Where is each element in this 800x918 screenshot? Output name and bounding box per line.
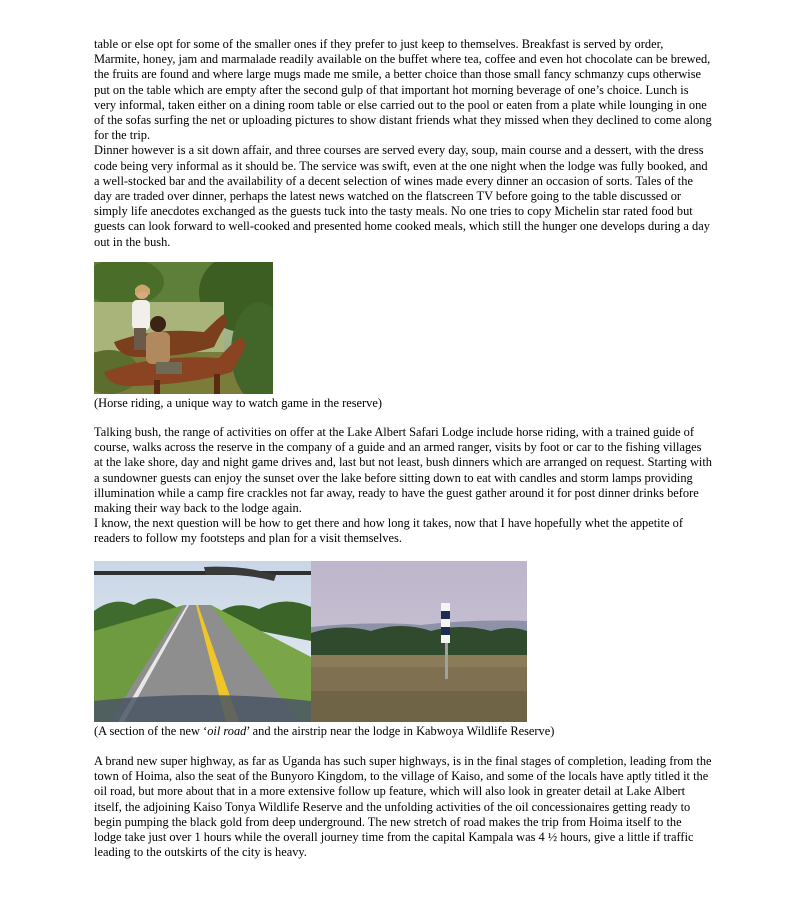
oil-road-photo: [94, 561, 311, 722]
paragraph-activities: Talking bush, the range of activities on offer at the Lake Albert Safari Lodge include horse riding, with a trained guide of course, walks across the reserve in the company of a guide and an armed ranger, visits by foot or car to the fishing villages at the lake shore, day and night game drives and, last but not least, bush dinners which are arranged on request. Starting with a sundowner guests can enjoy the sunset over the lake before sitting down to eat with candles and storm lamps providing illumination while a camp fire crackles not far away, ready to have the guest gather around it for post dinner drinks before making their way back to the lodge again.: [94, 425, 712, 516]
caption-oil-road-emphasis: oil road: [207, 724, 247, 738]
paragraph-oil-road: A brand new super highway, as far as Uganda has such super highways, is in the final stages of completion, leading from the town of Hoima, also the seat of the Bunyoro Kingdom, to the village of Kaiso, and some of the locals have aptly titled it the oil road, but more about that in a more extensive follow up feature, which will also look in greater detail at Lake Albert itself, the adjoining Kaiso Tonya Wildlife Reserve and the unfolding activities of the oil concessionaires getting ready to begin pumping the black gold from deep underground. The new stretch of road makes the trip from Hoima itself to the lodge take just over 1 hours while the overall journey time from the capital Kampala was 4 ½ hours, give a little if traffic leading to the outskirts of the city is heavy.: [94, 754, 712, 860]
caption-part-post: ’ and the airstrip near the lodge in Kabwoya Wildlife Reserve): [246, 724, 555, 738]
road-airstrip-caption: [94, 724, 734, 739]
horse-riding-caption: (Horse riding, a unique way to watch game in the reserve): [94, 396, 382, 410]
horse-riding-photo: [94, 262, 273, 394]
body-text-top: [94, 37, 712, 250]
paragraph-breakfast-lunch: table or else opt for some of the smaller ones if they prefer to just keep to themselves. Breakfast is served by order, Marmite, honey, jam and marmalade readily available on the buffet where tea, coffee and even hot chocolate can be brewed, the fruits are found and where large mugs made me smile, a better choice than those small fancy schmanzy cups otherwise put on the table which are empty after the second gulp of that important hot morning beverage of one’s choice. Lunch is very informal, taken either on a dining room table or else carried out to the pool or eaten from a plate while lounging in one of the sofas surfing the net or uploading pictures to show distant friends what they missed when they declined to come along for the trip.: [94, 37, 712, 143]
body-text-middle: [94, 425, 712, 547]
body-text-bottom: [94, 754, 712, 860]
airstrip-photo: [311, 561, 527, 722]
paragraph-dinner: Dinner however is a sit down affair, and three courses are served every day, soup, main course and a dessert, with the dress code being very informal as it should be. The service was swift, even at the one night when the lodge was fully booked, and a well-stocked bar and the availability of a decent selection of wines made every dinner an occasion of sorts. Tales of the day are traded over dinner, perhaps the latest news watched on the flatscreen TV before going to the table discussed or simply life anecdotes exchanged as the guests tuck into the tasty meals. No one tries to copy Michelin star rated food but guests can look forward to well-cooked and presented home cooked meals, which still the hunger one develops during a day out in the bush.: [94, 143, 710, 249]
paragraph-getting-there: I know, the next question will be how to get there and how long it takes, now that I have hopefully whet the appetite of readers to follow my footsteps and plan for a visit themselves.: [94, 516, 683, 546]
caption-part-pre: (A section of the new ‘: [94, 724, 208, 738]
